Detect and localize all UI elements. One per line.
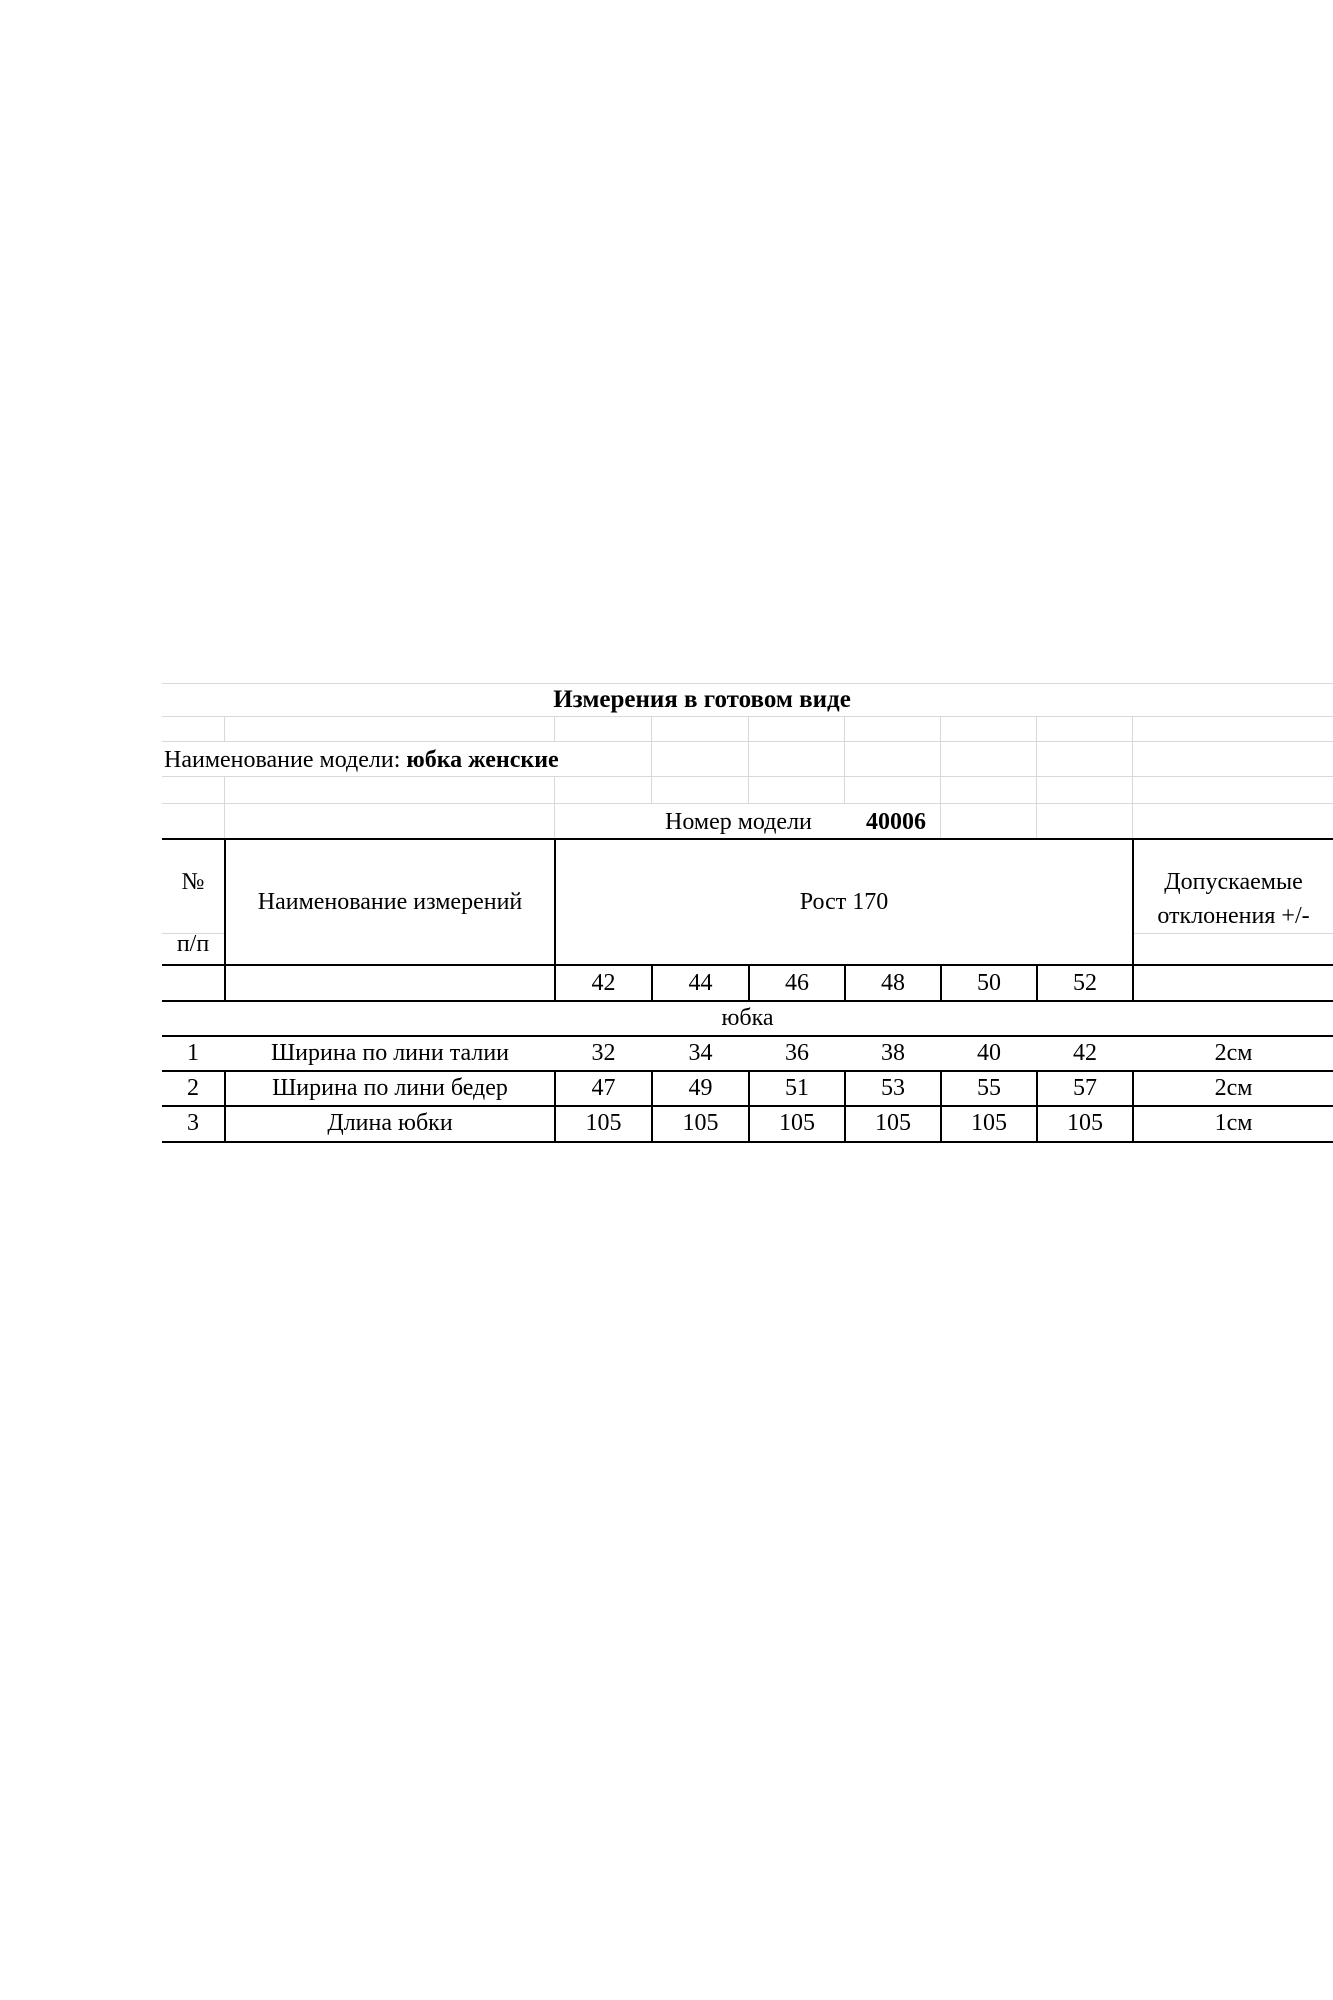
model-number-label: Номер модели bbox=[665, 809, 812, 835]
row-value: 51 bbox=[785, 1075, 809, 1101]
header-tolerance-line1: Допускаемые bbox=[1164, 869, 1303, 895]
row-value: 105 bbox=[779, 1110, 815, 1136]
header-height: Рост 170 bbox=[799, 889, 889, 915]
size-header: 44 bbox=[688, 970, 713, 996]
table-border bbox=[162, 838, 1333, 840]
row-value: 105 bbox=[585, 1110, 622, 1136]
row-value: 55 bbox=[977, 1075, 1001, 1101]
gridline bbox=[224, 716, 225, 741]
size-header: 46 bbox=[785, 970, 809, 996]
gridline bbox=[651, 716, 652, 803]
row-tolerance: 2см bbox=[1214, 1040, 1253, 1066]
gridline bbox=[1132, 933, 1333, 934]
row-value: 36 bbox=[785, 1040, 809, 1066]
gridline bbox=[162, 683, 1333, 684]
measurement-sheet bbox=[162, 683, 1333, 1143]
size-header: 52 bbox=[1073, 970, 1097, 996]
gridline bbox=[940, 716, 941, 838]
row-name: Длина юбки bbox=[327, 1110, 453, 1136]
row-tolerance: 1см bbox=[1214, 1110, 1253, 1136]
page-title: Измерения в готовом виде bbox=[553, 686, 851, 713]
model-name-value: юбка женские bbox=[406, 747, 559, 773]
row-value: 49 bbox=[688, 1075, 713, 1101]
header-tolerance-line2: отклонения +/- bbox=[1157, 903, 1310, 929]
size-header: 50 bbox=[977, 970, 1001, 996]
row-value: 47 bbox=[591, 1075, 616, 1101]
row-value: 105 bbox=[1067, 1110, 1103, 1136]
header-pp: п/п bbox=[176, 931, 210, 957]
row-value: 32 bbox=[591, 1040, 616, 1066]
gridline bbox=[554, 776, 555, 838]
row-value: 40 bbox=[977, 1040, 1001, 1066]
model-number-value: 40006 bbox=[866, 809, 926, 835]
gridline bbox=[1132, 716, 1133, 838]
gridline bbox=[224, 776, 225, 838]
size-header: 48 bbox=[881, 970, 905, 996]
table-border bbox=[224, 838, 226, 1001]
size-header: 42 bbox=[591, 970, 616, 996]
row-number: 1 bbox=[187, 1040, 199, 1066]
row-number: 2 bbox=[187, 1075, 199, 1101]
gridline bbox=[554, 716, 555, 741]
row-value: 34 bbox=[688, 1040, 713, 1066]
gridline bbox=[162, 803, 1333, 804]
row-name: Ширина по лини бедер bbox=[272, 1075, 508, 1101]
row-value: 53 bbox=[881, 1075, 905, 1101]
row-value: 57 bbox=[1073, 1075, 1097, 1101]
table-border bbox=[162, 1035, 1333, 1037]
model-name-line bbox=[164, 745, 559, 775]
gridline bbox=[748, 716, 749, 803]
row-value: 105 bbox=[971, 1110, 1007, 1136]
row-number: 3 bbox=[187, 1110, 199, 1136]
header-measure-name: Наименование измерений bbox=[257, 889, 523, 915]
gridline bbox=[1036, 716, 1037, 838]
row-value: 38 bbox=[881, 1040, 905, 1066]
model-name-label: Наименование модели: bbox=[164, 747, 401, 773]
header-number-sign: № bbox=[181, 869, 205, 895]
row-value: 105 bbox=[682, 1110, 719, 1136]
row-name: Ширина по лини талии bbox=[270, 1040, 510, 1066]
row-value: 42 bbox=[1073, 1040, 1097, 1066]
row-value: 105 bbox=[875, 1110, 911, 1136]
row-tolerance: 2см bbox=[1214, 1075, 1253, 1101]
gridline bbox=[844, 716, 845, 803]
section-label: юбка bbox=[721, 1005, 774, 1031]
